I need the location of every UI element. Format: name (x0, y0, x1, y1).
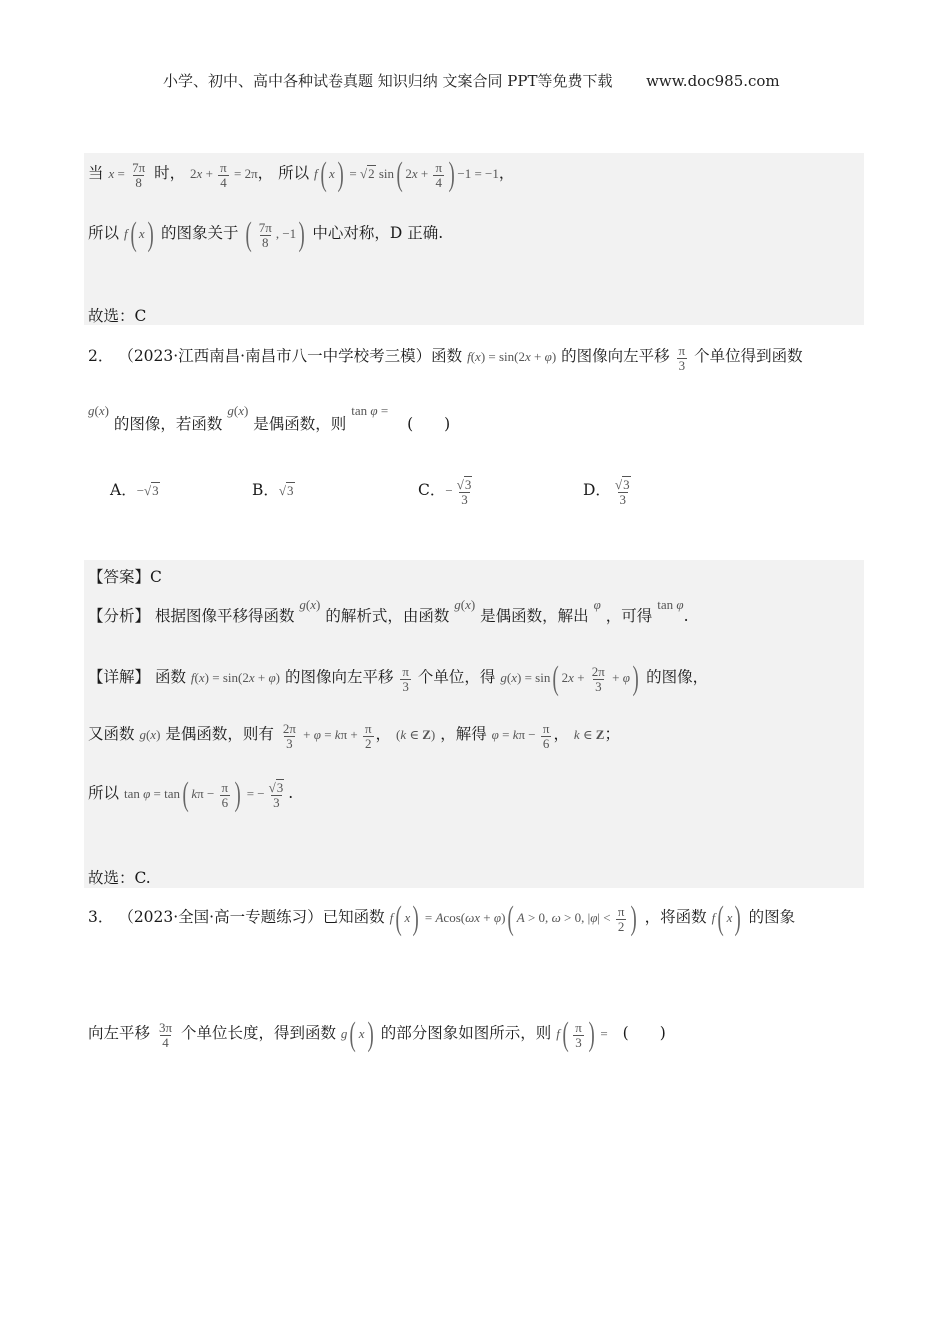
analysis-text-d: ，可得 (605, 607, 653, 625)
math-tan-phi: tan φ = (351, 403, 389, 418)
header-url[interactable]: www.doc985.com (646, 72, 780, 90)
math-gx: g(x) (88, 403, 109, 418)
math-detail-g: g(x) = sin( 2x + $\frac{2\pi}{3}$ + φ) (500, 660, 639, 697)
header-text: 小学、初中、高中各种试卷真题 知识归纳 文案合同 PPT等免费下载 (163, 72, 613, 90)
math-equation: $\frac{2\pi}{3}$ + φ = kπ + $\frac{\pi}{2}$ (282, 721, 372, 751)
option-c-label: C． (418, 481, 446, 500)
math-gx-4: g(x) (454, 597, 476, 612)
text-when: 当 (88, 163, 104, 182)
option-a-label: A． (110, 481, 137, 499)
q2-text-get: 个单位得到函数 (694, 347, 803, 366)
math-q3-f: f( x) = Acos(ωx + φ)( A > 0, ω > 0, |φ| < $\frac{\pi}{2}$ ) (389, 900, 638, 937)
detail-text-c: 个单位，得 (417, 667, 496, 686)
q2-option-b[interactable] (252, 478, 295, 500)
q2-text-shift: 的图像向左平移 (561, 347, 670, 366)
q2-blank: ( ) (407, 415, 451, 433)
option-a-math: −√3 (136, 483, 159, 498)
math-2x-sum: 2x + $\frac{\pi}{4}$ = 2π (190, 159, 258, 190)
math-f-value: f( x) = √2 sin( 2x + $\frac{\pi}{4}$ ) −1 = −1 (314, 156, 499, 193)
q3-source: （2023·全国·高一专题练习）已知函数 (118, 907, 385, 926)
detail-label: 【详解】 (88, 667, 151, 686)
text-so-2: 所以 (88, 223, 120, 242)
q2-option-a[interactable] (110, 478, 160, 500)
math-gx-q3: g( x) (340, 1016, 374, 1053)
q3-text-get: 个单位长度，得到函数 (180, 1023, 336, 1042)
q3-number: 3． (88, 907, 114, 926)
detail-text-b: 的图像向左平移 (284, 667, 394, 686)
block1-line1: 当 x = $\frac{7\pi}{8}$ 时， 2x + $\frac{\pi}{4}$ = 2π， 所以 f( x) = √2 sin( 2x + $\frac{\pi}{4}$ ) −1 = −1， (88, 156, 515, 193)
math-detail-f: f(x) = sin(2x + φ) (190, 669, 280, 685)
a2-detail-line1 (88, 662, 708, 696)
page-header (163, 70, 780, 91)
math-gx-2: g(x) (227, 403, 249, 418)
math-phi-solution: φ = kπ − $\frac{\pi}{6}$ (491, 721, 550, 751)
a2-detail-line3: 所以 tan φ = tan( kπ − $\frac{\pi}{6}$ ) = − $\frac{√3}{3}$ . (88, 776, 294, 813)
math-gx-5: g(x) (139, 727, 161, 743)
math-3pi-over-4: $\frac{3\pi}{4}$ (158, 1019, 173, 1050)
math-tan-phi-2: tan φ (657, 597, 684, 612)
q2-option-c[interactable] (418, 478, 476, 506)
a2-detail-line2: 又函数 g(x) 是偶函数，则有 $\frac{2\pi}{3}$ + φ = kπ + $\frac{\pi}{2}$ ， (k ∈ Z) ，解得 φ = kπ − $\frac{\pi}{6}$ ， k ∈ Z； (88, 721, 620, 751)
math-f-pi3: f( $\frac{\pi}{3}$ ) = (556, 1016, 608, 1053)
math-tan-result: tan φ = tan( kπ − $\frac{\pi}{6}$ ) = − $\frac{√3}{3}$ (123, 776, 284, 813)
detail2-text-c: ，解得 (440, 725, 487, 744)
analysis-text-c: 是偶函数，解出 (480, 607, 589, 625)
a2-conclusion: 故选：C. (88, 869, 151, 887)
option-c-math: − $\frac{√3}{3}$ (445, 477, 472, 507)
q2-stem-line1 (88, 344, 803, 372)
q3-text-shift: 向左平移 (88, 1023, 151, 1042)
detail2-text-a: 又函数 (88, 725, 135, 744)
q3-stem-line2 (88, 1018, 666, 1052)
math-k-in-z: (k ∈ Z) (395, 727, 436, 743)
text-center-symmetric: 中心对称，D 正确. (312, 223, 444, 242)
math-q2-f: f(x) = sin(2x + φ) (467, 349, 557, 365)
math-phi: φ (593, 597, 601, 612)
option-b-label: B． (252, 481, 279, 499)
analysis-text-a: 根据图像平移得函数 (154, 607, 295, 625)
detail2-text-b: 是偶函数，则有 (165, 725, 274, 744)
q2-source: （2023·江西南昌·南昌市八一中学校考三模）函数 (118, 347, 463, 366)
q3-text-c: 的图象 (748, 907, 796, 926)
math-detail-pi3: $\frac{\pi}{3}$ (402, 663, 409, 694)
text-so: 所以 (278, 163, 310, 182)
option-d-label: D． (583, 481, 611, 500)
analysis-text-b: 的解析式，由函数 (325, 607, 450, 625)
option-b-math: √3 (278, 483, 294, 498)
q3-text-graph: 的部分图象如图所示，则 (380, 1023, 552, 1042)
math-gx-3: g(x) (299, 597, 321, 612)
q2-text-even: 是偶函数，则 (253, 415, 347, 433)
block1-conclusion: 故选：C (88, 307, 147, 325)
q2-number: 2． (88, 347, 114, 366)
q2-option-d[interactable] (583, 478, 635, 506)
math-fx-q3: f( x) (711, 900, 742, 937)
option-d-math: $\frac{√3}{3}$ (614, 477, 630, 507)
a2-answer: 【答案】C (88, 568, 162, 586)
q3-stem-line1 (88, 902, 795, 936)
math-fx: f( x) (123, 216, 154, 253)
math-pi-over-3: $\frac{\pi}{3}$ (678, 343, 686, 373)
detail-text-d: 的图像， (646, 667, 709, 686)
a2-analysis: 【分析】 根据图像平移得函数 $^{g(x)}$ 的解析式，由函数 $^{g(x)}$ 是偶函数，解出 $^\varphi$ ，可得 $^{tan \varphi}$. (88, 597, 689, 625)
text-time: 时， (154, 163, 186, 182)
q3-blank: ( ) (622, 1023, 666, 1042)
detail3-text-so: 所以 (88, 783, 120, 802)
math-k-in-z-2: k ∈ Z (573, 727, 605, 743)
text-symmetric-about: 的图象关于 (160, 223, 239, 242)
analysis-label: 【分析】 (88, 607, 151, 625)
block1-line2 (88, 218, 443, 252)
q2-text-image-if: 的图像，若函数 (113, 415, 223, 433)
math-x-eq: x = $\frac{7\pi}{8}$ (108, 159, 146, 190)
q3-text-b: ，将函数 (644, 907, 707, 926)
detail-text-a: 函数 (154, 667, 186, 686)
math-center-point: ( $\frac{7\pi}{8}$ , −1) (245, 216, 305, 253)
